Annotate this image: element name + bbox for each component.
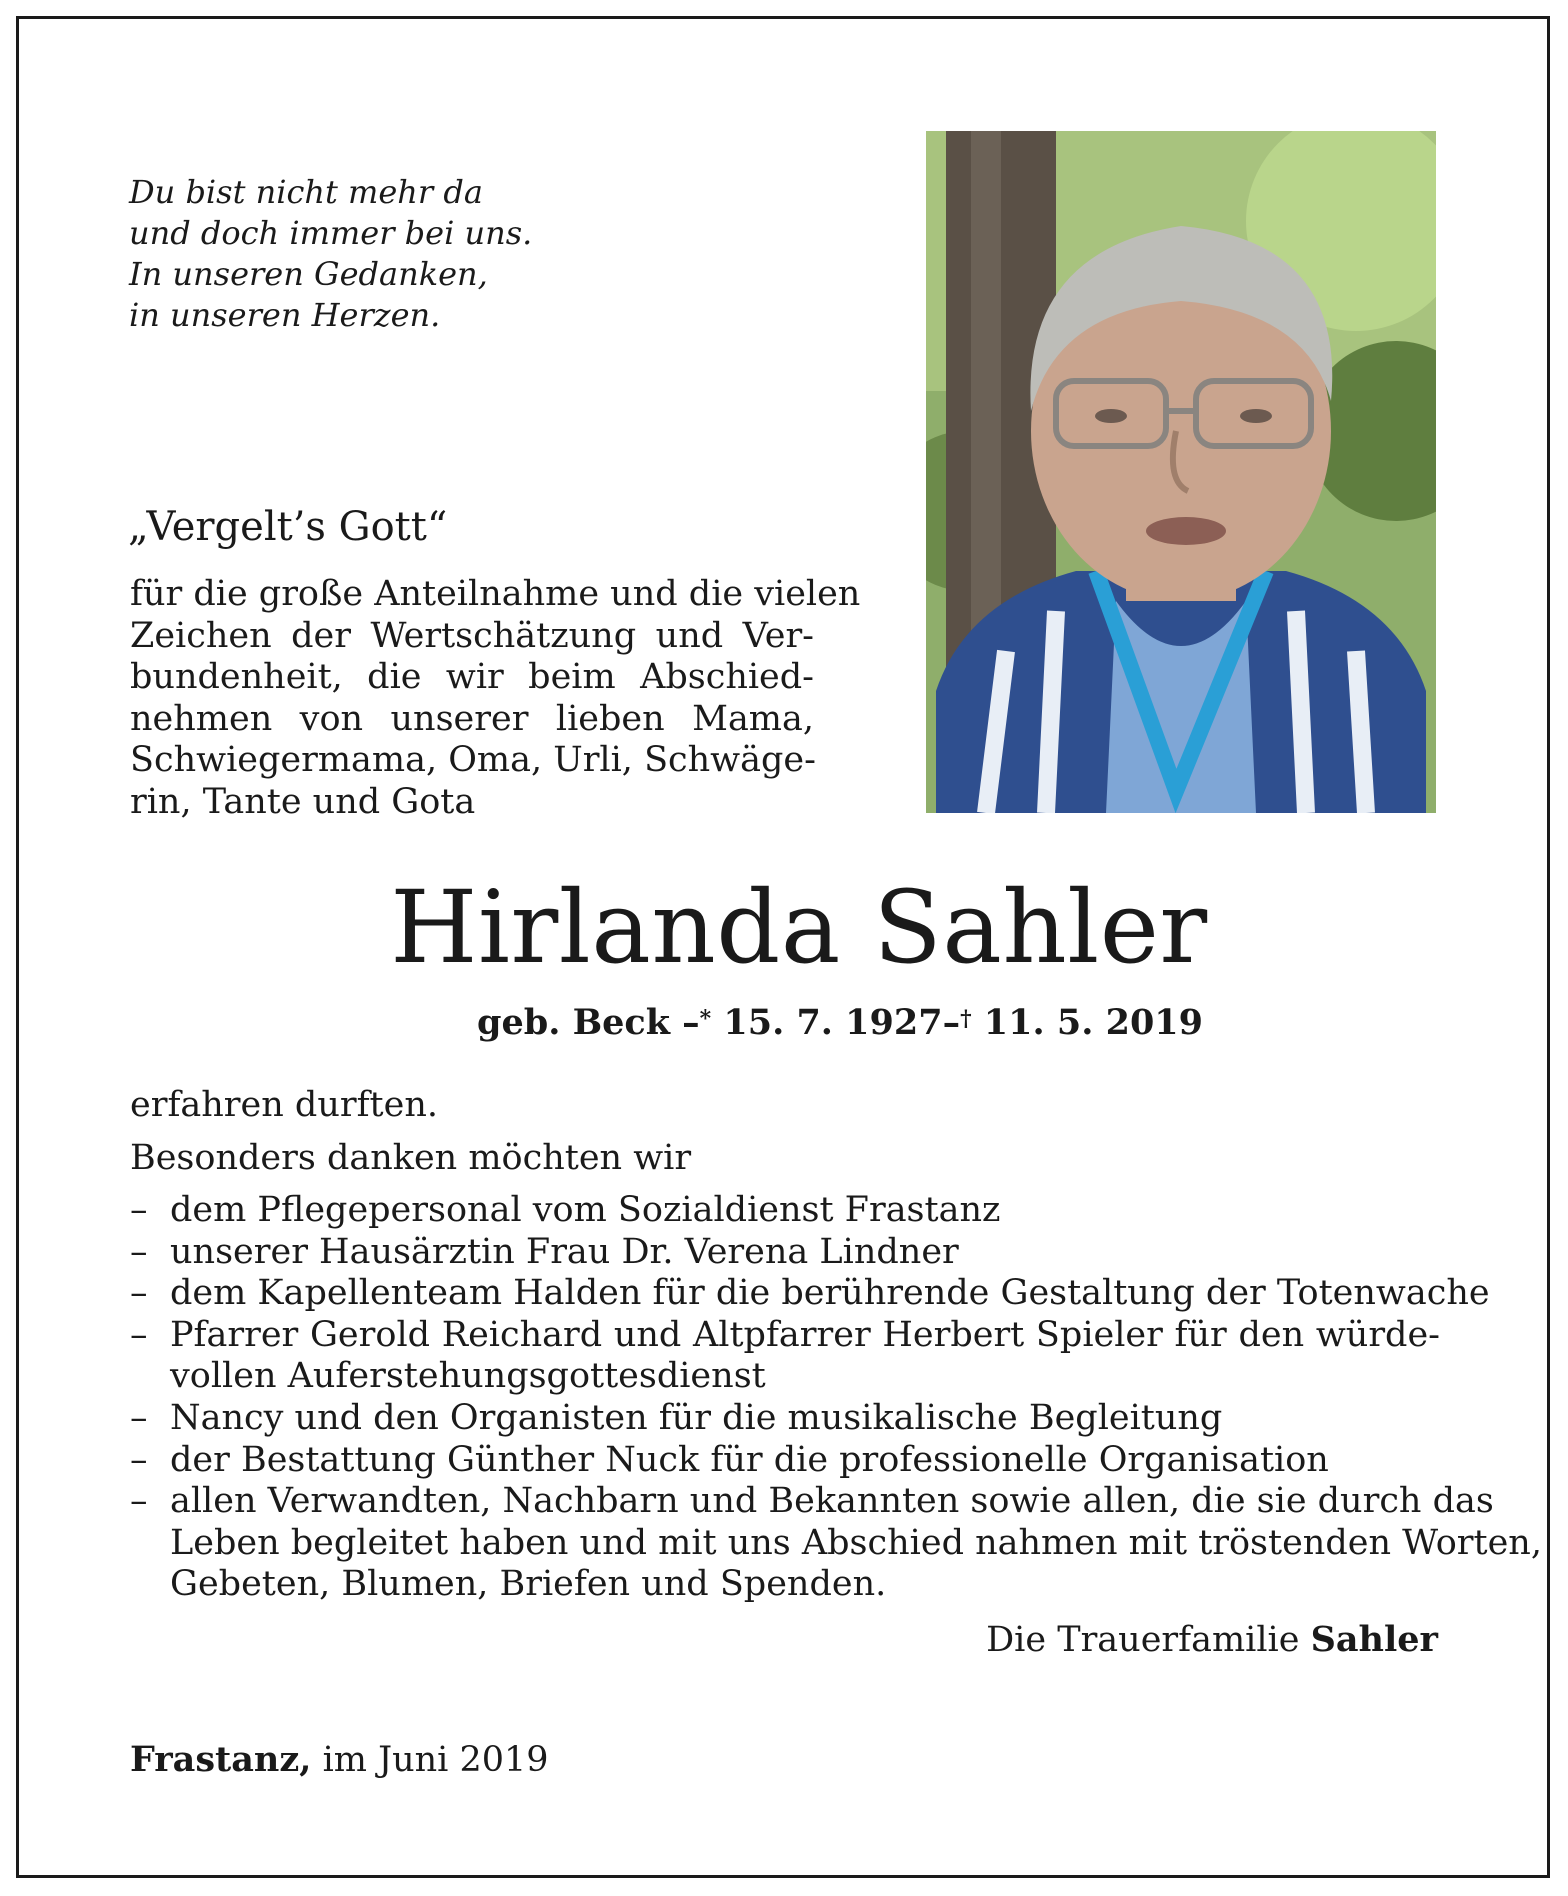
place: Frastanz, <box>130 1739 312 1780</box>
list-item-line: Leben begleitet haben und mit uns Abschied nahmen mit tröstenden Worten, <box>170 1522 1542 1563</box>
separator: – <box>942 1002 961 1043</box>
thanks-list <box>130 1190 1542 1606</box>
list-item <box>130 1440 1440 1482</box>
life-dates <box>0 1000 1568 1050</box>
poem <box>129 172 809 336</box>
closing-intro: erfahren durften. <box>130 1085 438 1125</box>
list-item <box>130 1232 1440 1274</box>
heading-vergelts-gott: „Vergelt’s Gott“ <box>128 504 448 550</box>
portrait-photo <box>926 131 1436 813</box>
list-dash: – <box>130 1439 148 1480</box>
intro-line: Zeichen der Wertschätzung und Ver- <box>130 615 814 656</box>
intro-line: rin, Tante und Gota <box>130 781 476 822</box>
list-item-line: vollen Auferstehungsgottesdienst <box>170 1356 766 1397</box>
poem-line: in unseren Herzen. <box>129 296 441 334</box>
list-dash: – <box>130 1273 148 1314</box>
list-dash: – <box>130 1190 148 1230</box>
birth-date: 15. 7. 1927 <box>723 1002 943 1043</box>
list-dash: – <box>130 1231 148 1272</box>
list-item <box>130 1315 1440 1398</box>
intro-line: nehmen von unserer lieben Mama, <box>130 698 814 739</box>
list-dash: – <box>130 1314 148 1355</box>
list-dash: – <box>130 1397 148 1438</box>
signature <box>986 1618 1438 1662</box>
intro-line: für die große Anteilnahme und die vielen <box>130 574 861 614</box>
list-item <box>130 1273 1490 1315</box>
list-item-line: dem Kapellenteam Halden für die berührende Gestaltung der Totenwache <box>170 1273 1490 1314</box>
list-item <box>130 1190 1440 1232</box>
signature-prefix: Die Trauerfamilie <box>986 1620 1300 1660</box>
list-item <box>130 1398 1440 1440</box>
list-item-line: unserer Hausärztin Frau Dr. Verena Lindner <box>170 1231 959 1272</box>
poem-line: Du bist nicht mehr da <box>129 173 483 211</box>
thanks-intro: Besonders danken möchten wir <box>130 1138 692 1178</box>
place-date <box>130 1738 549 1782</box>
list-item-line: Pfarrer Gerold Reichard und Altpfarrer Herbert Spieler für den würde- <box>170 1314 1440 1355</box>
list-item-line: Gebeten, Blumen, Briefen und Spenden. <box>170 1564 887 1605</box>
list-item-line: allen Verwandten, Nachbarn und Bekannten sowie allen, die sie durch das <box>170 1481 1494 1522</box>
portrait-illustration <box>926 131 1436 813</box>
died-symbol: † <box>960 1006 972 1032</box>
born-symbol: * <box>699 1006 712 1032</box>
poem-line: und doch immer bei uns. <box>129 214 533 252</box>
poem-line: In unseren Gedanken, <box>129 255 488 293</box>
list-item-line: Nancy und den Organisten für die musikalische Begleitung <box>170 1397 1223 1438</box>
list-item <box>130 1481 1542 1606</box>
list-item-line: dem Pflegepersonal vom Sozialdienst Frastanz <box>170 1190 1001 1230</box>
separator: – <box>682 1002 700 1043</box>
list-item-line: der Bestattung Günther Nuck für die professionelle Organisation <box>170 1439 1329 1480</box>
death-date: 11. 5. 2019 <box>983 1002 1204 1043</box>
deceased-name <box>0 868 1568 988</box>
list-dash: – <box>130 1481 148 1522</box>
signature-family-name: Sahler <box>1310 1619 1438 1660</box>
birth-name: geb. Beck <box>476 1002 670 1043</box>
intro-paragraph <box>130 574 861 824</box>
intro-line: Schwiegermama, Oma, Urli, Schwäge- <box>130 740 816 781</box>
deceased-name-text: Hirlanda Sahler <box>390 869 1208 986</box>
intro-line: bundenheit, die wir beim Abschied- <box>130 657 814 698</box>
date: im Juni 2019 <box>322 1740 549 1780</box>
